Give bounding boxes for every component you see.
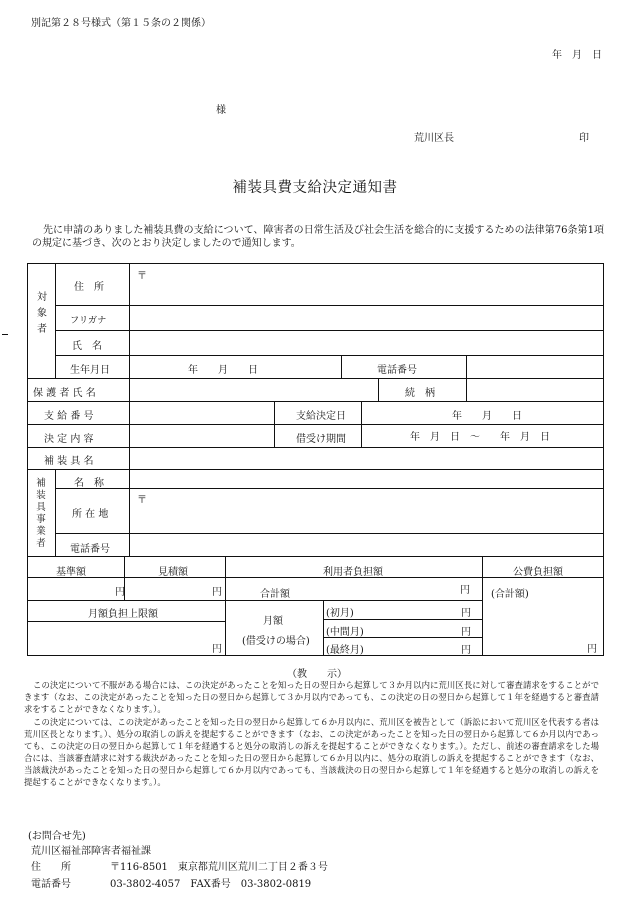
base-amount-label: 基準額 [56, 567, 86, 578]
monthly-cap-label: 月額負担上限額 [88, 609, 158, 620]
vendor-name-label: 名 称 [74, 478, 104, 489]
first-month-yen: 円 [461, 608, 471, 619]
subject-group-label: 対象者 [37, 292, 47, 335]
middle-month-yen: 円 [461, 627, 471, 638]
decision-content-label: 決 定 内 容 [44, 434, 94, 445]
first-month-label: (初月) [326, 608, 354, 619]
vendor-postal-mark: 〒 [137, 495, 147, 506]
decision-date-label: 支給決定日 [296, 411, 346, 422]
contact-heading: (お問合せ先) [28, 831, 86, 842]
public-burden-label: 公費負担額 [513, 567, 563, 578]
recipient-suffix: 様 [216, 105, 226, 116]
notice-paragraph-1: この決定について不服がある場合には、この決定があったことを知った日の翌日から起算して３か月以内に荒川区長に対して審査請求をすることができます（なお、この決定があったことを知った日の翌日から起算して３か月以内であっても、この決定の日の翌日から起算して１年を経過すると審査請求をすることができなくなります。）。 [24, 680, 599, 714]
furigana-label: フリガナ [70, 315, 107, 326]
user-burden-label: 利用者負担額 [323, 567, 383, 578]
loan-period-value: 年 月 日 ～ 年 月 日 [410, 432, 550, 443]
device-name-label: 補 装 具 名 [44, 456, 94, 467]
issue-date: 年 月 日 [552, 50, 602, 61]
total-yen: 円 [460, 585, 470, 596]
public-total-label: (合計額) [491, 589, 529, 600]
postal-mark: 〒 [137, 271, 147, 282]
estimate-yen: 円 [212, 587, 222, 598]
last-month-yen: 円 [461, 645, 471, 656]
seal-mark: 印 [579, 133, 589, 144]
issuer-name: 荒川区長 [414, 133, 454, 144]
contact-address: 〒116-8501 東京都荒川区荒川二丁目２番３号 [110, 862, 328, 873]
document-title: 補装具費支給決定通知書 [232, 180, 398, 196]
monthly-label: 月額 [263, 616, 283, 627]
birthdate-label: 生年月日 [70, 365, 110, 376]
decision-date-value: 年 月 日 [452, 411, 522, 422]
public-yen: 円 [587, 644, 597, 655]
birthdate-value: 年 月 日 [188, 365, 258, 376]
base-amount-yen: 円 [115, 587, 125, 598]
payment-number-label: 支 給 番 号 [44, 411, 94, 422]
monthly-note: (借受けの場合) [242, 636, 310, 647]
contact-address-label: 住 所 [31, 862, 71, 873]
contact-department: 荒川区福祉部障害者福祉課 [31, 846, 151, 857]
total-label: 合計額 [260, 589, 290, 600]
phone-label: 電話番号 [377, 365, 417, 376]
form-number: 別記第２８号様式（第１５条の２関係） [31, 18, 211, 29]
loan-period-label: 借受け期間 [296, 434, 346, 445]
relationship-label: 続 柄 [405, 388, 435, 399]
notice-heading: （教 示） [287, 669, 347, 680]
name-label: 氏 名 [72, 341, 102, 352]
intro-paragraph: 先に申請のありました補装具費の支給について、障害者の日常生活及び社会生活を総合的に支援するための法律第76条第1項の規定に基づき、次のとおり決定しましたので通知します。 [32, 225, 604, 249]
vendor-address-label: 所 在 地 [72, 509, 109, 520]
contact-phone: 03-3802-4057 FAX番号 03-3802-0819 [110, 879, 312, 890]
middle-month-label: (中間月) [326, 627, 364, 638]
contact-phone-label: 電話番号 [31, 879, 71, 890]
notice-paragraph-2: この決定については、この決定があったことを知った日の翌日から起算して６か月以内に、荒川区を被告として（訴訟において荒川区を代表する者は荒川区長となります。）、処分の取消しの訴えを提起することができます（なお、この決定があったことを知った日の翌日から起算して６か月以内であっても、この決定の日の翌日から起算して１年を経過すると処分の取消しの訴えを提起することができなくなります。）。ただし、前述の審査請求をした場合には、当該審査請求に対する裁決があったことを知った日の翌日から起算して６か月以内に、処分の取消しの訴えを提起することができます（なお、当該裁決があったことを知った日の翌日から起算して６か月以内であっても、当該裁決の日の翌日から起算して１年を経過すると処分の取消しの訴えを提起することができなくなります。）。 [24, 717, 599, 787]
estimate-label: 見積額 [158, 567, 188, 578]
vendor-group-label: 補装具事業者 [36, 478, 46, 549]
margin-tick [2, 334, 8, 335]
last-month-label: (最終月) [326, 645, 364, 656]
monthly-cap-yen: 円 [212, 644, 222, 655]
guardian-label: 保 護 者 氏 名 [33, 388, 96, 399]
address-label: 住 所 [74, 282, 104, 293]
vendor-phone-label: 電話番号 [70, 544, 110, 555]
